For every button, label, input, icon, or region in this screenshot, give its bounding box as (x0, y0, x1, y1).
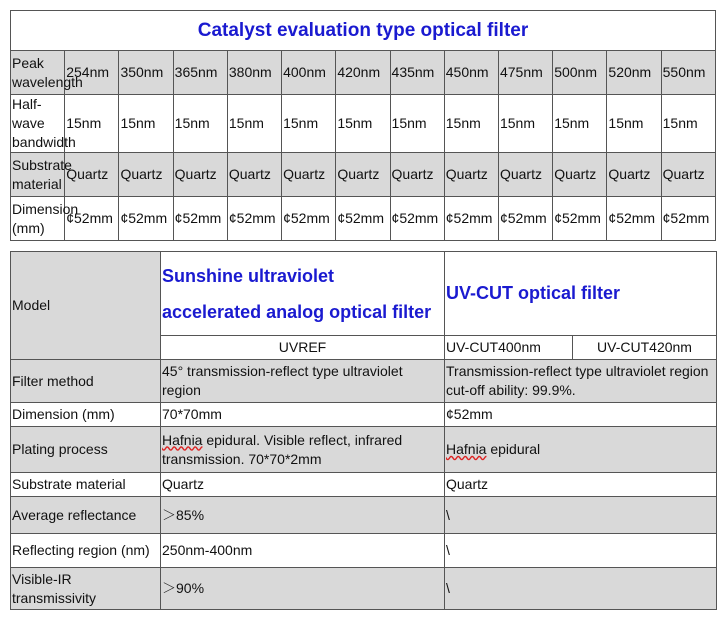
bandwidth-cell: 15nm (65, 95, 119, 153)
bandwidth-row (11, 95, 716, 153)
peak-wavelength-row (11, 51, 716, 95)
spellcheck-word: Hafnia (446, 441, 487, 457)
wavelength-cell: 435nm (390, 51, 444, 95)
dimension-cell: ¢52mm (661, 197, 715, 241)
substrate-cell: Quartz (607, 153, 661, 197)
dimension-cell: ¢52mm (607, 197, 661, 241)
bandwidth-cell: 15nm (282, 95, 336, 153)
dimension-cell: ¢52mm (444, 197, 498, 241)
sunshine-value: ＞85% (161, 497, 445, 534)
model-header-row (11, 252, 717, 336)
sunshine-value: 45° transmission-reflect type ultraviolet region (161, 360, 445, 403)
substrate-cell: Quartz (173, 153, 227, 197)
dimension-cell: ¢52mm (390, 197, 444, 241)
substrate-cell: Quartz (498, 153, 552, 197)
sunshine-value: ＞90% (161, 568, 445, 610)
bandwidth-cell: 15nm (227, 95, 281, 153)
uvcut-model-400: UV-CUT400nm (445, 336, 573, 360)
dimension-cell: ¢52mm (227, 197, 281, 241)
substrate-cell: Quartz (661, 153, 715, 197)
dimension-cell: ¢52mm (65, 197, 119, 241)
wavelength-cell: 350nm (119, 51, 173, 95)
catalyst-table-title: Catalyst evaluation type optical filter (11, 11, 716, 51)
wavelength-cell: 254nm (65, 51, 119, 95)
sunshine-filter-name (161, 252, 445, 336)
uvcut-value-text: epidural (486, 441, 541, 457)
dimension-cell: ¢52mm (173, 197, 227, 241)
substrate-cell: Quartz (227, 153, 281, 197)
sunshine-value-text: epidural. Visible reflect, infrared transmission. 70*70*2mm (162, 431, 403, 467)
sunshine-model: UVREF (161, 336, 445, 360)
bandwidth-cell: 15nm (173, 95, 227, 153)
wavelength-cell: 420nm (336, 51, 390, 95)
substrate-cell: Quartz (65, 153, 119, 197)
sunshine-name-line2: accelerated analog optical filter (162, 301, 432, 322)
substrate-row (11, 153, 716, 197)
wavelength-cell: 400nm (282, 51, 336, 95)
reflecting-region-row (11, 534, 717, 568)
substrate-cell: Quartz (336, 153, 390, 197)
dimension-cell: ¢52mm (119, 197, 173, 241)
uvcut-value: ¢52mm (445, 403, 717, 427)
dimension-cell: ¢52mm (498, 197, 552, 241)
filter-method-row (11, 360, 717, 403)
transmissivity-row (11, 568, 717, 610)
wavelength-cell: 365nm (173, 51, 227, 95)
wavelength-cell: 380nm (227, 51, 281, 95)
spellcheck-word: Hafnia (162, 431, 203, 448)
bandwidth-cell: 15nm (498, 95, 552, 153)
wavelength-cell: 450nm (444, 51, 498, 95)
bandwidth-cell: 15nm (607, 95, 661, 153)
uvcut-model-420: UV-CUT420nm (573, 336, 717, 360)
uvcut-value: Quartz (445, 473, 717, 497)
uvcut-value: \ (445, 534, 717, 568)
row-label: Visible-IR transmissivity (11, 568, 161, 610)
wavelength-cell: 500nm (553, 51, 607, 95)
substrate-cell: Quartz (390, 153, 444, 197)
row-label: Filter method (11, 360, 161, 403)
uvcut-value: \ (445, 568, 717, 610)
uvcut-value: Transmission-reflect type ultraviolet region cut-off ability: 99.9%. (445, 360, 717, 403)
row-label: Dimension (mm) (11, 403, 161, 427)
substrate-cell: Quartz (444, 153, 498, 197)
bandwidth-cell: 15nm (336, 95, 390, 153)
uvcut-filter-name: UV-CUT optical filter (445, 252, 717, 336)
substrate-cell: Quartz (282, 153, 336, 197)
bandwidth-cell: 15nm (119, 95, 173, 153)
dimension-label: Dimension (mm) (11, 197, 65, 241)
row-label: Plating process (11, 427, 161, 473)
model-label: Model (11, 252, 161, 360)
catalyst-filter-table (10, 10, 716, 241)
bandwidth-label: Half-wave bandwidth (11, 95, 65, 153)
substrate-label: Substrate material (11, 153, 65, 197)
dimension-cell: ¢52mm (282, 197, 336, 241)
dimension-row (11, 403, 717, 427)
peak-wavelength-label: Peak wavelength (11, 51, 65, 95)
dimension-cell: ¢52mm (336, 197, 390, 241)
row-label: Average reflectance (11, 497, 161, 534)
uvcut-value: \ (445, 497, 717, 534)
sunshine-value: 70*70mm (161, 403, 445, 427)
bandwidth-cell: 15nm (444, 95, 498, 153)
plating-process-row (11, 427, 717, 473)
sunshine-value (161, 427, 445, 473)
average-reflectance-row (11, 497, 717, 534)
row-label: Reflecting region (nm) (11, 534, 161, 568)
substrate-cell: Quartz (119, 153, 173, 197)
bandwidth-cell: 15nm (661, 95, 715, 153)
sunshine-name-line1: Sunshine ultraviolet (162, 265, 335, 286)
wavelength-cell: 550nm (661, 51, 715, 95)
dimension-row (11, 197, 716, 241)
wavelength-cell: 475nm (498, 51, 552, 95)
uvcut-value (445, 427, 717, 473)
bandwidth-cell: 15nm (553, 95, 607, 153)
substrate-row (11, 473, 717, 497)
model-comparison-table (10, 251, 717, 610)
row-label: Substrate material (11, 473, 161, 497)
wavelength-cell: 520nm (607, 51, 661, 95)
sunshine-value: 250nm-400nm (161, 534, 445, 568)
sunshine-value: Quartz (161, 473, 445, 497)
bandwidth-cell: 15nm (390, 95, 444, 153)
dimension-cell: ¢52mm (553, 197, 607, 241)
substrate-cell: Quartz (553, 153, 607, 197)
